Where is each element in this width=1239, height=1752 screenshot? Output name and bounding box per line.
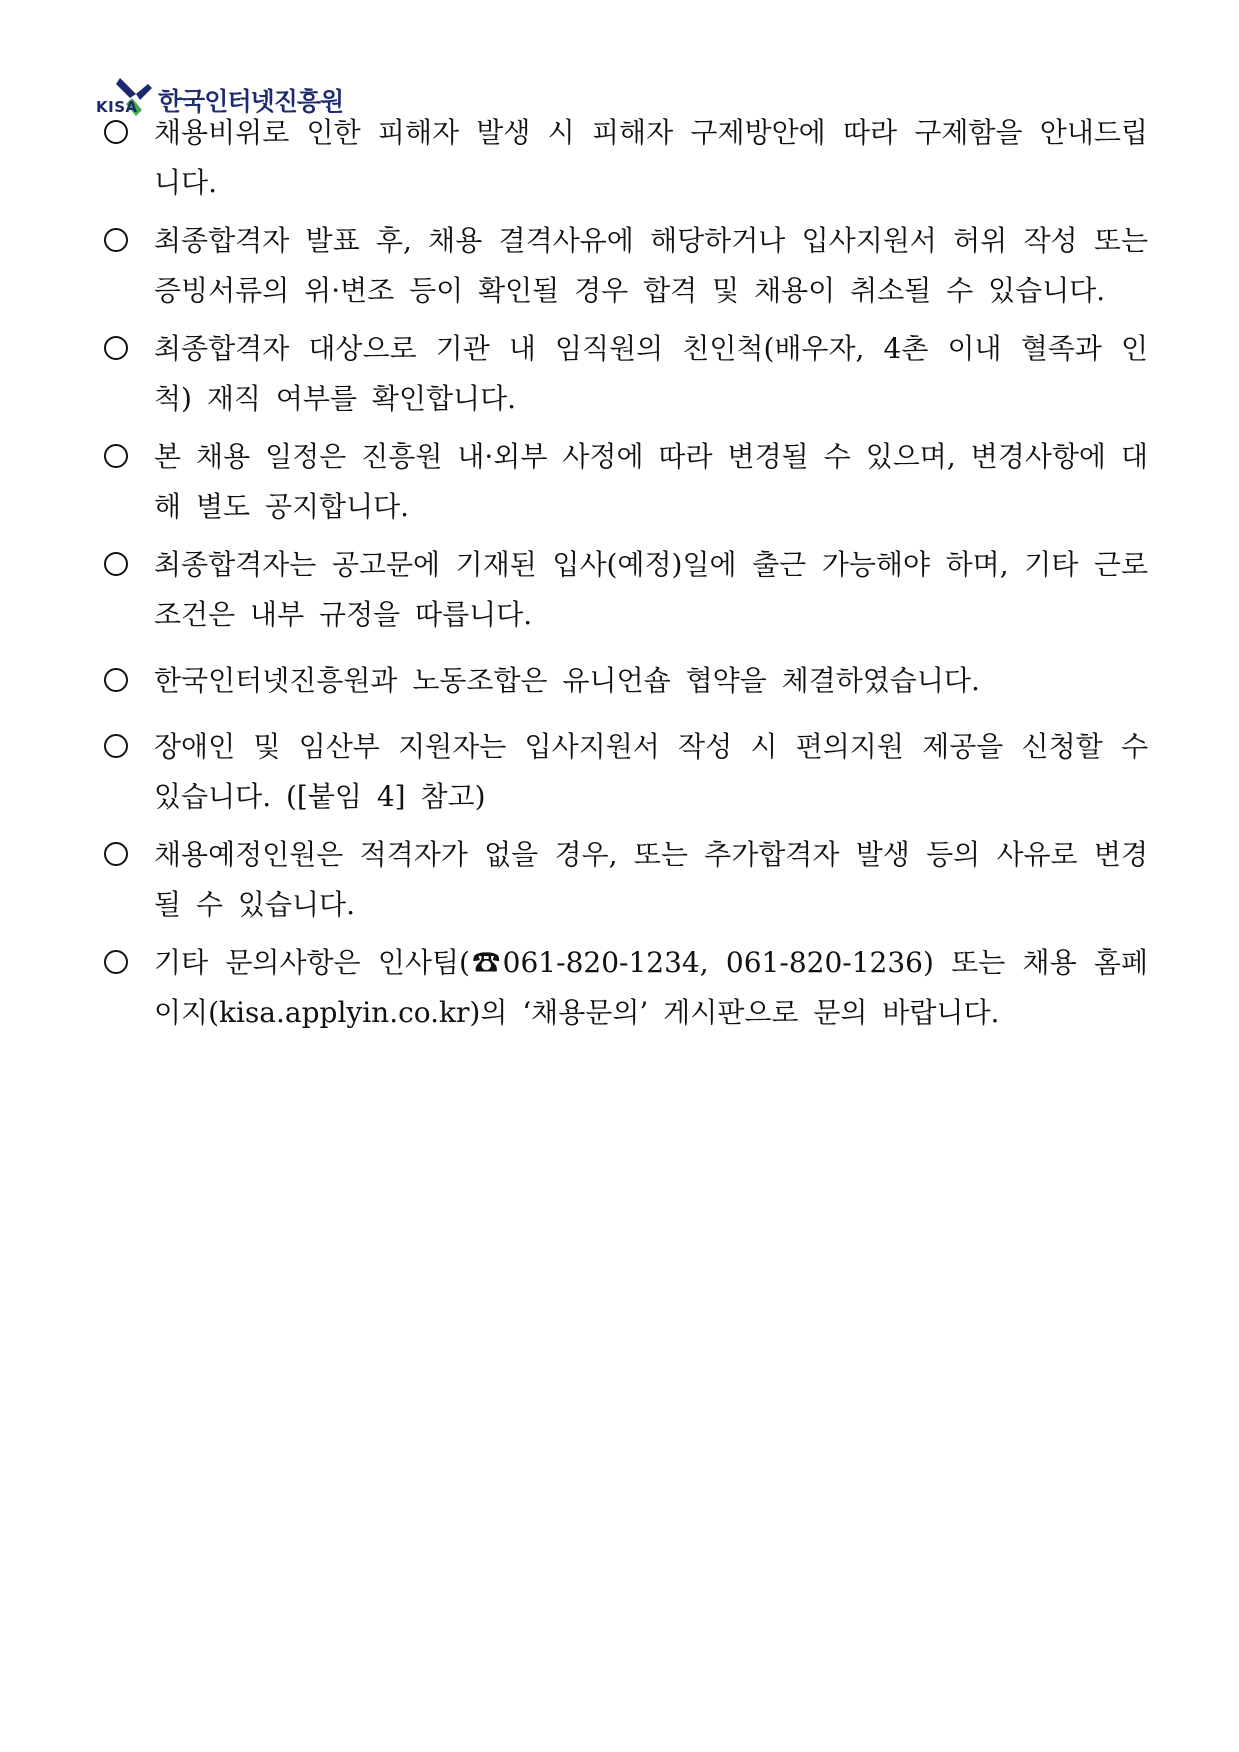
notice-text: 기타 문의사항은 인사팀(☎061-820-1234, 061-820-1236) 또는 채용 홈페이지(kisa.applyin.co.kr)의 ‘채용문의’ 게시판으로 문의 바랍니다. [154, 946, 1148, 1029]
notice-text: 채용예정인원은 적격자가 없을 경우, 또는 추가합격자 발생 등의 사유로 변경될 수 있습니다. [154, 838, 1148, 921]
notice-item [104, 830, 1148, 930]
circle-bullet-icon [104, 120, 128, 144]
notice-item [104, 216, 1148, 316]
circle-bullet-icon [104, 668, 128, 692]
circle-bullet-icon [104, 734, 128, 758]
notice-item [104, 722, 1148, 822]
notice-item [104, 108, 1148, 208]
notice-text: 최종합격자 발표 후, 채용 결격사유에 해당하거나 입사지원서 허위 작성 또는 증빙서류의 위·변조 등이 확인될 경우 합격 및 채용이 취소될 수 있습니다. [154, 224, 1148, 307]
circle-bullet-icon [104, 842, 128, 866]
circle-bullet-icon [104, 228, 128, 252]
notice-text: 장애인 및 임산부 지원자는 입사지원서 작성 시 편의지원 제공을 신청할 수 있습니다. ([붙임 4] 참고) [154, 730, 1148, 813]
notice-item [104, 938, 1148, 1038]
notice-text: 최종합격자 대상으로 기관 내 임직원의 친인척(배우자, 4촌 이내 혈족과 인척) 재직 여부를 확인합니다. [154, 332, 1148, 415]
circle-bullet-icon [104, 336, 128, 360]
notice-text: 한국인터넷진흥원과 노동조합은 유니언숍 협약을 체결하였습니다. [154, 664, 980, 697]
notice-item [104, 656, 1148, 706]
notice-list [104, 108, 1148, 1046]
notice-text: 채용비위로 인한 피해자 발생 시 피해자 구제방안에 따라 구제함을 안내드립니다. [154, 116, 1148, 199]
notice-item [104, 540, 1148, 640]
circle-bullet-icon [104, 552, 128, 576]
notice-item [104, 324, 1148, 424]
logo-organization-name: 한국인터넷진흥원 [158, 87, 344, 116]
circle-bullet-icon [104, 950, 128, 974]
notice-item [104, 432, 1148, 532]
notice-text: 최종합격자는 공고문에 기재된 입사(예정)일에 출근 가능해야 하며, 기타 근로 조건은 내부 규정을 따릅니다. [154, 548, 1148, 631]
notice-text: 본 채용 일정은 진흥원 내·외부 사정에 따라 변경될 수 있으며, 변경사항에 대해 별도 공지합니다. [154, 440, 1148, 523]
circle-bullet-icon [104, 444, 128, 468]
logo-abbreviation: KISA [96, 98, 138, 116]
